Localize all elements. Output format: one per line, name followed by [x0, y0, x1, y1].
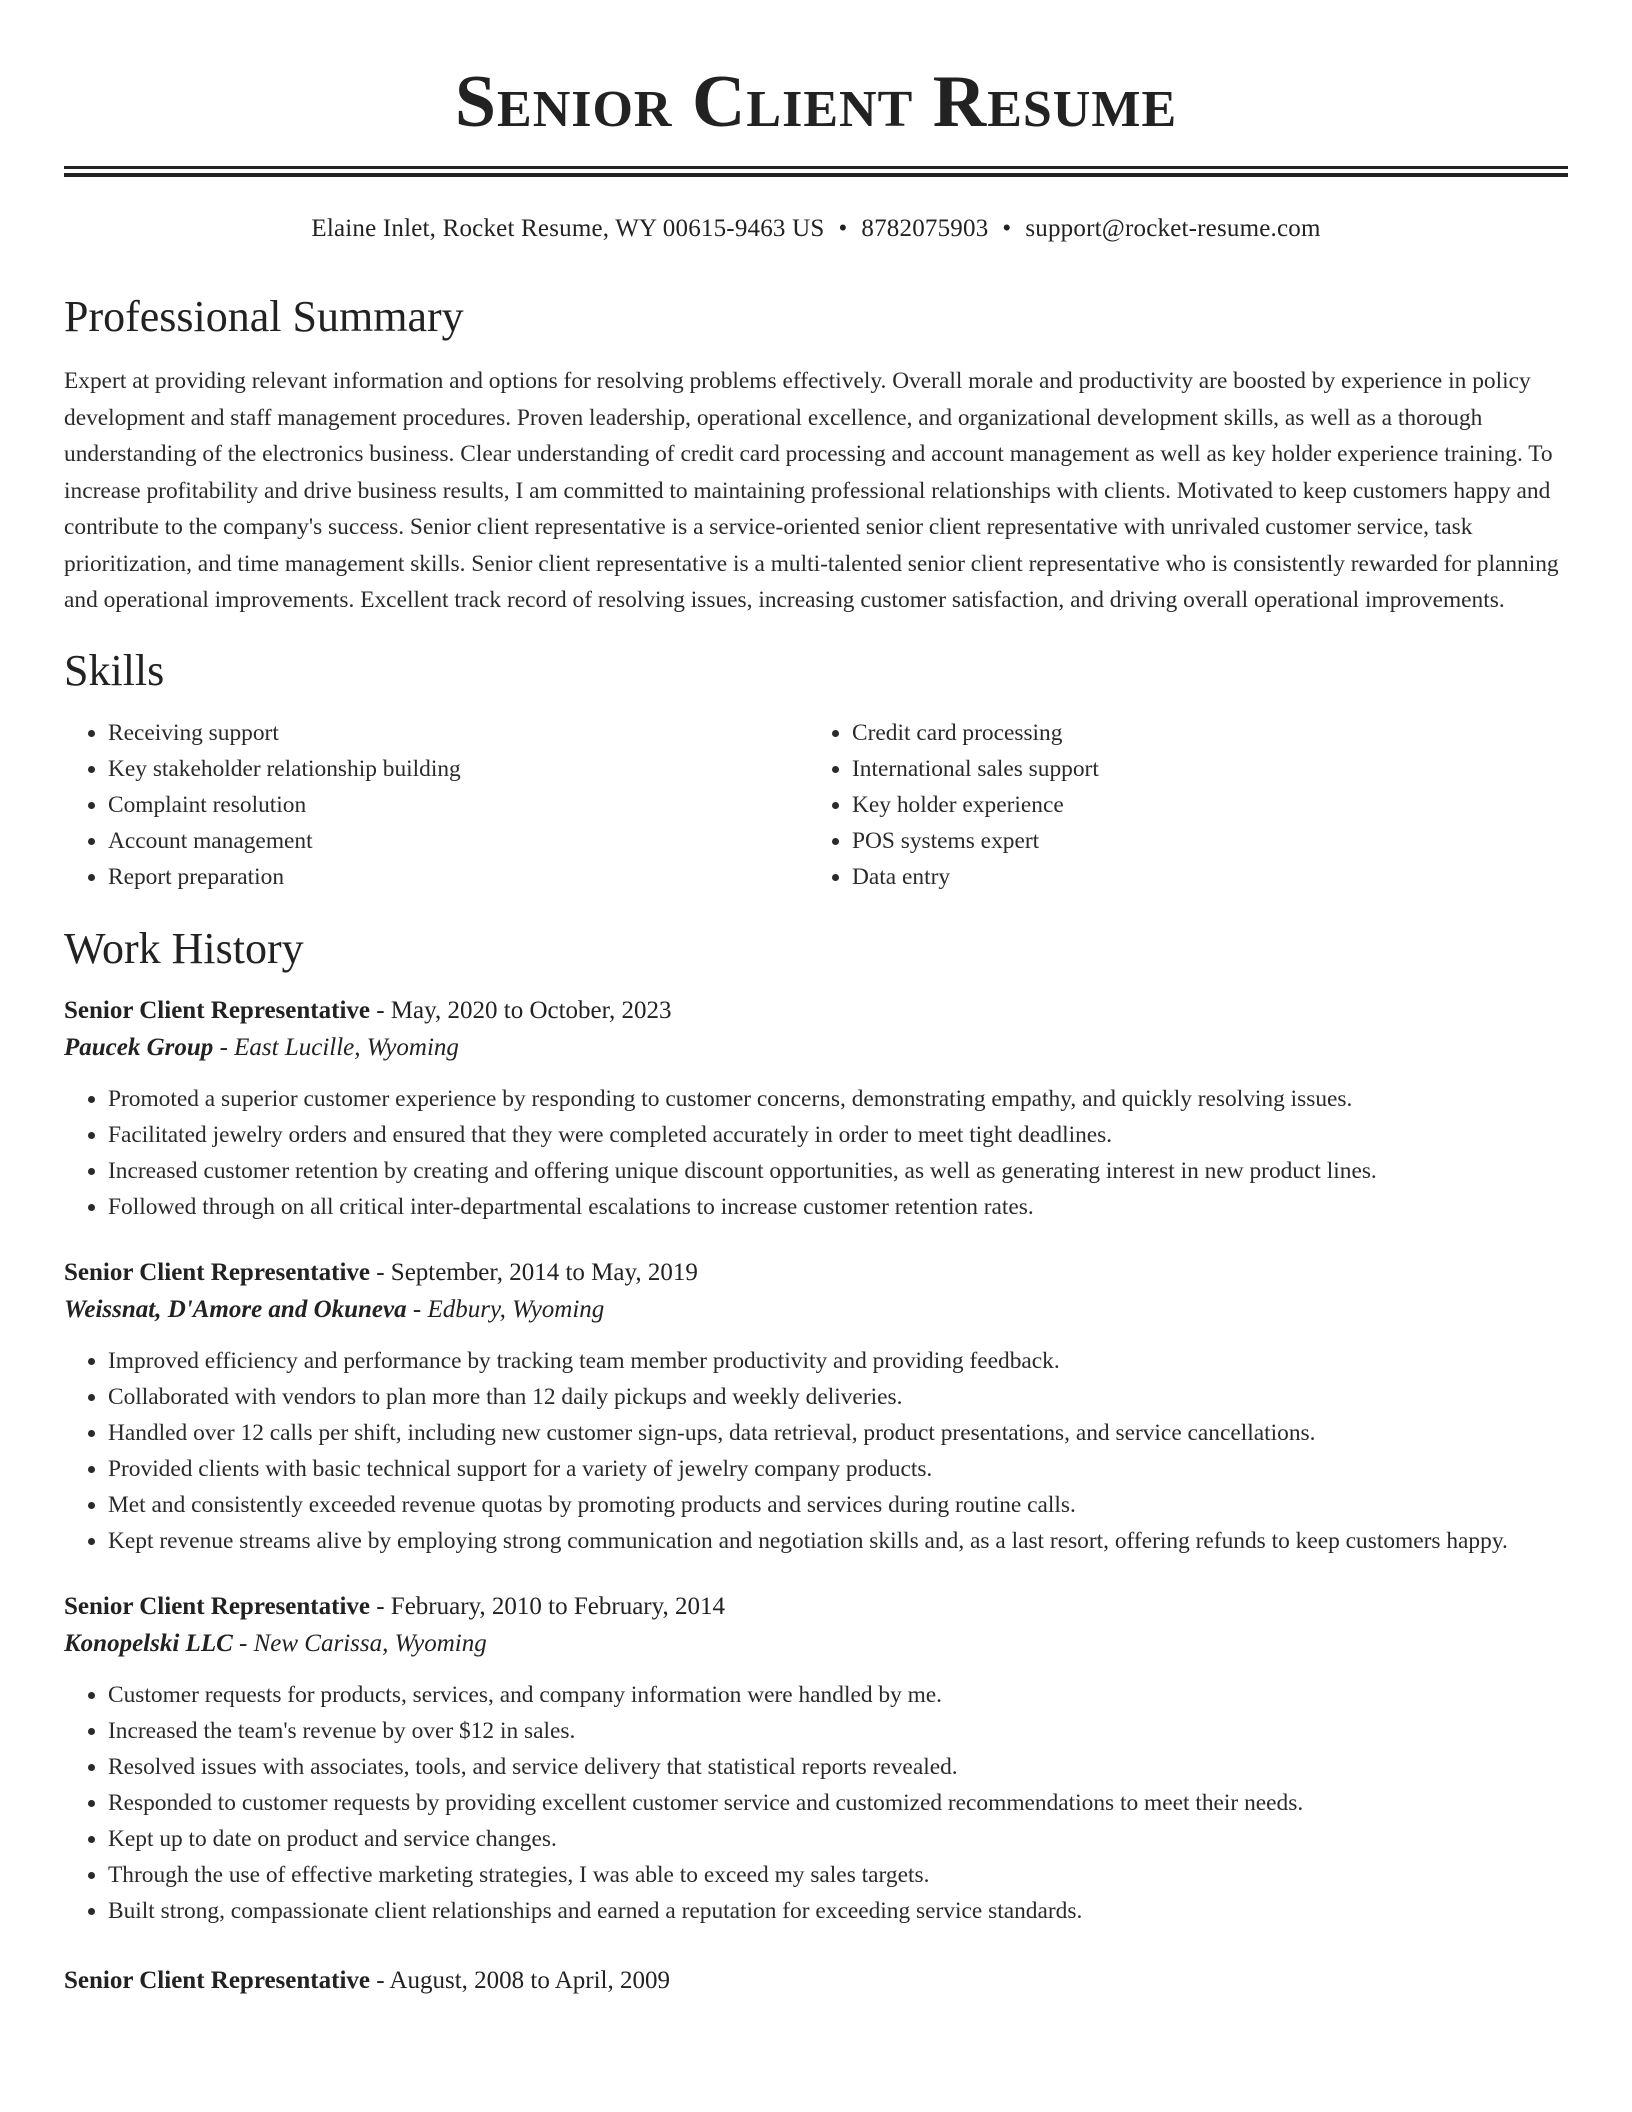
duty-item: • Responded to customer requests by providing excellent customer service and customized recommendations to meet their needs.: [108, 1785, 1568, 1821]
skills-column-left: [64, 715, 808, 895]
company-line: [64, 1291, 1568, 1329]
job-entry: [64, 1255, 1568, 1559]
work-history-heading: Work History: [64, 923, 304, 973]
title-divider: [64, 166, 1568, 177]
job-dates: - May, 2020 to October, 2023: [369, 996, 672, 1024]
summary-text: Expert at providing relevant information and options for resolving problems effectively. Overall morale and productivity are boosted by experience in policy development and staff management procedures. Proven leadership, operational excellence, and organizational development skills, as well as a thorough understanding of the electronics business. Clear understanding of credit card processing and account management as well as key holder experience training. To increase profitability and drive business results, I am committed to maintaining professional relationships with clients. Motivated to keep customers happy and contribute to the company's success. Senior client representative is a service-oriented senior client representative with unrivaled customer service, task prioritization, and time management skills. Senior client representative is a multi-talented senior client representative who is consistently rewarded for planning and operational improvements. Excellent track record of resolving issues, increasing customer satisfaction, and driving overall operational improvements.: [64, 368, 1559, 613]
job-title-line: [64, 1255, 1568, 1291]
duty-item: • Improved efficiency and performance by tracking team member productivity and providing feedback.: [108, 1343, 1568, 1379]
skill-item: • Account management: [108, 823, 808, 859]
duty-item: • Kept revenue streams alive by employing strong communication and negotiation skills and, as a last resort, offering refunds to keep customers happy.: [108, 1523, 1568, 1559]
job-entry: [64, 993, 1568, 1225]
duty-item: • Followed through on all critical inter-departmental escalations to increase customer retention rates.: [108, 1189, 1568, 1225]
job-role: Senior Client Representative: [64, 1966, 370, 1994]
skills-column-right: [808, 715, 1099, 895]
skill-item: • International sales support: [852, 751, 1099, 787]
duty-item: • Customer requests for products, services, and company information were handled by me.: [108, 1677, 1568, 1713]
job-entry: [64, 1589, 1568, 1929]
job-duties: [64, 1081, 1568, 1225]
duty-item: • Handled over 12 calls per shift, including new customer sign-ups, data retrieval, product presentations, and service cancellations.: [108, 1415, 1568, 1451]
contact-phone: 8782075903: [861, 215, 989, 242]
company-line: [64, 1029, 1568, 1067]
company-line: [64, 1625, 1568, 1663]
skill-item: • Key holder experience: [852, 787, 1099, 823]
duty-item: • Kept up to date on product and service changes.: [108, 1821, 1568, 1857]
skill-item: • Complaint resolution: [108, 787, 808, 823]
job-role: Senior Client Representative: [64, 1258, 370, 1286]
job-title-line: [64, 993, 1568, 1029]
job-location: - East Lucille, Wyoming: [213, 1033, 459, 1061]
skills-heading: Skills: [64, 645, 165, 695]
job-company: Konopelski LLC: [64, 1629, 233, 1657]
duty-item: • Increased customer retention by creating and offering unique discount opportunities, as well as generating interest in new product lines.: [108, 1153, 1568, 1189]
job-role: Senior Client Representative: [64, 1592, 370, 1620]
duty-item: • Met and consistently exceeded revenue quotas by promoting products and services during routine calls.: [108, 1487, 1568, 1523]
job-role: Senior Client Representative: [64, 996, 370, 1024]
duty-item: • Collaborated with vendors to plan more than 12 daily pickups and weekly deliveries.: [108, 1379, 1568, 1415]
contact-separator: •: [1002, 215, 1012, 242]
duty-item: • Increased the team's revenue by over $12 in sales.: [108, 1713, 1568, 1749]
skill-item: • Receiving support: [108, 715, 808, 751]
job-duties: [64, 1343, 1568, 1559]
job-dates: - February, 2010 to February, 2014: [369, 1592, 726, 1620]
job-duties: [64, 1677, 1568, 1929]
duty-item: • Resolved issues with associates, tools, and service delivery that statistical reports revealed.: [108, 1749, 1568, 1785]
duty-item: • Built strong, compassionate client relationships and earned a reputation for exceeding service standards.: [108, 1893, 1568, 1929]
contact-address: Elaine Inlet, Rocket Resume, WY 00615-9463 US: [311, 215, 825, 242]
job-location: - Edbury, Wyoming: [406, 1295, 605, 1323]
summary-heading: Professional Summary: [64, 292, 464, 341]
duty-item: • Facilitated jewelry orders and ensured that they were completed accurately in order to meet tight deadlines.: [108, 1117, 1568, 1153]
job-company: Weissnat, D'Amore and Okuneva: [64, 1295, 407, 1323]
skill-item: • POS systems expert: [852, 823, 1099, 859]
job-location: - New Carissa, Wyoming: [232, 1629, 487, 1657]
skill-item: • Data entry: [852, 859, 1099, 895]
job-dates: - August, 2008 to April, 2009: [369, 1966, 670, 1994]
duty-item: • Promoted a superior customer experience by responding to customer concerns, demonstrating empathy, and quickly resolving issues.: [108, 1081, 1568, 1117]
duty-item: • Provided clients with basic technical support for a variety of jewelry company products.: [108, 1451, 1568, 1487]
job-title-line: [64, 1589, 1568, 1625]
contact-separator: •: [838, 215, 848, 242]
skill-item: • Report preparation: [108, 859, 808, 895]
skill-item: • Key stakeholder relationship building: [108, 751, 808, 787]
skills-list: [64, 715, 1568, 895]
contact-line: [64, 213, 1568, 245]
skill-item: • Credit card processing: [852, 715, 1099, 751]
resume-title: Senior Client Resume: [454, 61, 1178, 143]
duty-item: • Through the use of effective marketing strategies, I was able to exceed my sales targets.: [108, 1857, 1568, 1893]
job-company: Paucek Group: [64, 1033, 214, 1061]
job-entry: [64, 1963, 1568, 1999]
job-dates: - September, 2014 to May, 2019: [369, 1258, 698, 1286]
contact-email: support@rocket-resume.com: [1025, 215, 1321, 242]
job-title-line: [64, 1963, 1568, 1999]
